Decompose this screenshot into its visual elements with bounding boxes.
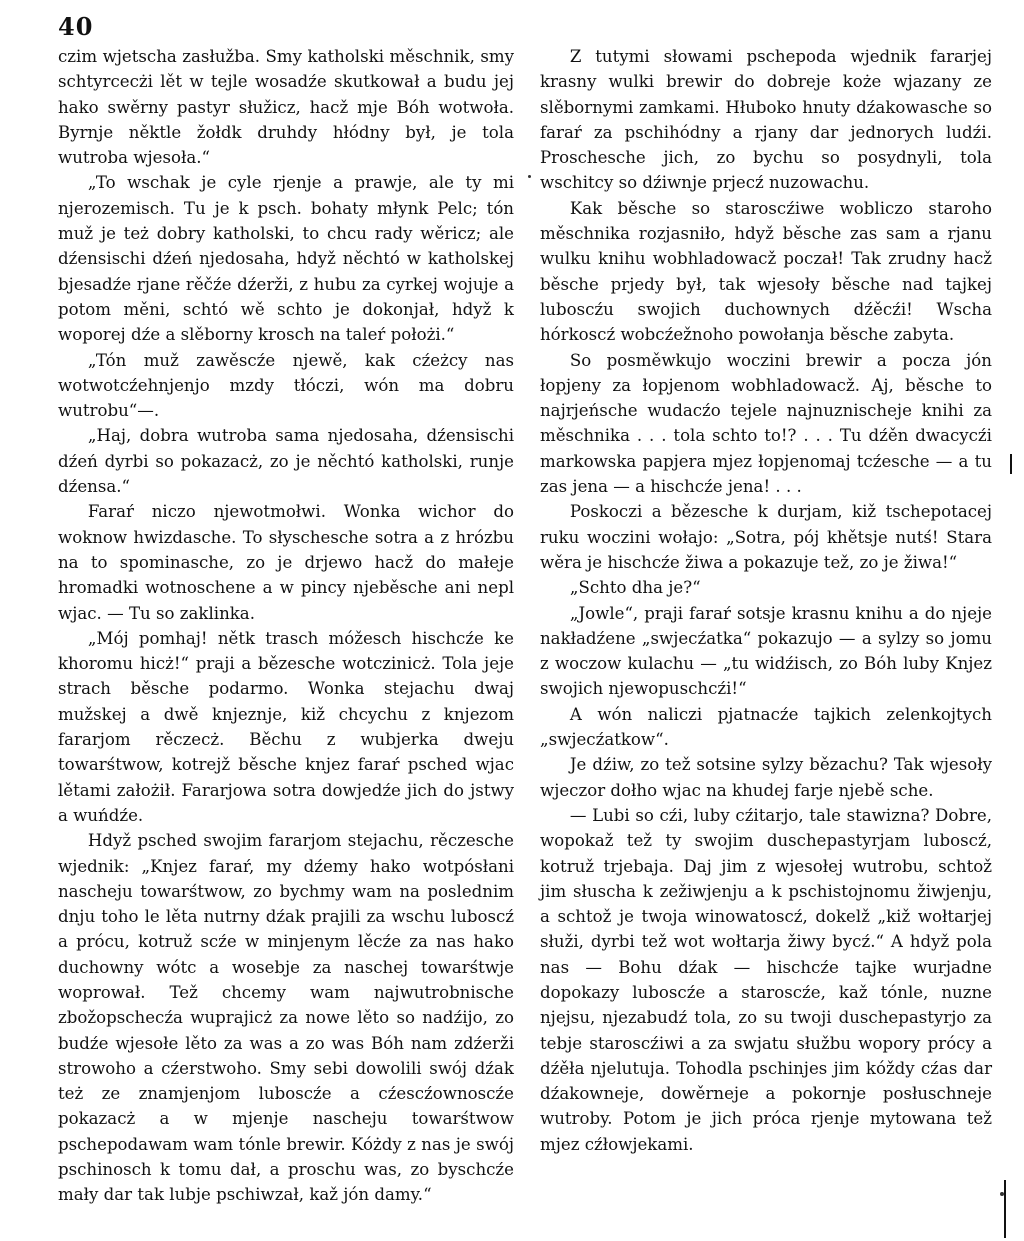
paragraph: „Schto dha je?“	[569, 578, 701, 598]
paragraph: Z tutymi słowami pschepoda wjednik fararjej krasny wulki brewir do dobreje koże wjazany ze slěbornymi zamkami. Hłuboko hnuty dźakowasche so faraŕ za pschihódny a rjany dar jednorych ludźi. Proschesche jich, zo bychu so posydnyli, tola wschitcy so dźiwnje prjecź nuzowachu.	[540, 47, 992, 193]
paragraph: Faraŕ niczo njewotmołwi. Wonka wichor do woknow hwizdasche. To słyschesche sotra a z hrózbu na to spominasche, zo je drjewo hacž do małeje hromadki wotnoschene a w pincy njeběsche ani nepl wjac. — Tu so zaklinka.	[58, 502, 514, 623]
paragraph: „Mój pomhaj! nětk trasch móžesch hischcźe ke khoromu hicż!“ praji a bězesche wotczinicż. Tola jeje strach běsche podarmo. Wonka stejachu dwaj mužskej a dwě knjeznje, kiž chcychu z knjezom fararjom rěczecż. Běchu z wubjerka dweju towarśtwow, kotrejž běsche knjez faraŕ psched wjac lětami założił. Fararjowa sotra dowjedźe jich do jstwy a wuńdźe.	[58, 628, 514, 825]
margin-mark	[1004, 1180, 1006, 1238]
paragraph: czim wjetscha zasłužba. Smy katholski měschnik, smy schtyrcecżi lět w tejle wosadźe skutkował a budu jej hako swěrny pastyr słužicz, hacž mje Bóh wotwoła. Byrnje něktle žołdk druhdy hłódny był, je tola wutroba wjesoła.“	[58, 47, 514, 168]
paragraph: „Haj, dobra wutroba sama njedosaha, dźensischi dźeń dyrbi so pokazacż, zo je něchtó katholski, runje dźensa.“	[58, 426, 514, 497]
ink-spot	[528, 175, 531, 178]
margin-mark	[1010, 454, 1012, 474]
right-column	[540, 44, 992, 1157]
page-number: 40	[58, 12, 94, 41]
paragraph: „Jowle“, praji faraŕ sotsje krasnu knihu a do njeje nakładźene „swjecźatka“ pokazujo — a sylzy so jomu z woczow kulachu — „tu widźisch, zo Bóh luby Knjez swojich njewopuschcźi!“	[540, 603, 992, 699]
paragraph: A wón naliczi pjatnacźe tajkich zelenkojtych „swjecźatkow“.	[540, 704, 992, 750]
ink-spot	[1000, 1192, 1004, 1196]
paragraph: Je dźiw, zo tež sotsine sylzy bězachu? Tak wjesoły wjeczor dołho wjac na khudej farje njebě sche.	[540, 755, 992, 800]
paragraph: Hdyž psched swojim fararjom stejachu, rěczesche wjednik: „Knjez faraŕ, my dźemy hako wotpósłani nascheju towarśtwow, zo bychmy wam na poslednim dnju toho le lěta nutrny dźak prajili za wschu luboscź a prócu, kotruž scźe w minjenym lěcźe za nas hako duchowny wótc a wosebje za naschej towarśtwje woprował. Tež chcemy wam najwutrobnische zbožopschecźa wuprajicż za nowe lěto so nadźijo, zo budźe wjesołe lěto za was a zo was Bóh nam zdźerži strowoho a cźerstwoho. Smy sebi dowolili swój dźak też ze znamjenjom luboscźe a cźescźownoscźe pokazacż a w mjenje nascheju towarśtwow pschepodawam wam tónle brewir. Kóżdy z nas je swój pschinosch k tomu dał, a proschu was, zo byschcźe mały dar tak lubje pschiwzał, kaž jón damy.“	[58, 831, 514, 1205]
paragraph: — Lubi so cźi, luby cźitarjo, tale stawizna? Dobre, wopokaž tež ty swojim duschepastyrjam luboscź, kotruž trjebaja. Daj jim z wjesołej wutrobu, schtož jim słuscha k zežiwjenju a k pschistojnomu žiwjenju, a schtož je twoja winowatoscź, dokelž „kiž wołtarjej słuži, dyrbi tež wot wołtarja žiwy bycź.“ A hdyž pola nas — Bohu dźak — hischcźe tajke wurjadne dopokazy luboscźe a staroscźe, kaž tónle, nuzne njejsu, njezabudź tola, zo su twoji duschepastyrjo za tebje staroscźiwi a za swjatu słužbu wopory prócy a dźěła njelutuja. Tohodla pschinjes jim kóždy cźas dar dźakowneje, dowěrneje a pokornje posłuschneje wutroby. Potom je jich próca rjenje mytowana tež mjez cźłowjekami.	[540, 805, 992, 1154]
paragraph: Poskoczi a bězesche k durjam, kiž tschepotacej ruku woczini wołajo: „Sotra, pój khětsje nutś! Stara wěra je hischcźe žiwa a pokazuje tež, zo je žiwa!“	[540, 502, 992, 572]
paragraph: Kak běsche so staroscźiwe wobliczo staroho měschnika rozjasniło, hdyž běsche zas sam a rjanu wulku knihu wobhladowacž poczał! Tak zrudny hacž běsche prjedy był, tak wjesoły běsche nad tajkej luboscźu swojich duchownych dźěcźi! Wscha hórkoscź wobcźežnoho powołanja běsche zabyta.	[540, 198, 992, 345]
paragraph: „Tón muž zawěscźe njewě, kak cźeżcy nas wotwotcźehnjenjo mzdy tłóczi, wón ma dobru wutrobu“—.	[58, 350, 514, 421]
paragraph: So posměwkujo woczini brewir a pocza jón łopjeny za łopjenom wobhladowacž. Aj, běsche to najrjeńsche wudacźo tejele najnuznischeje knihi za měschnika . . . tola schto to!? . . . Tu dźěn dwacycźi markowska papjera mjez łopjenomaj tcźesche — a tu zas jena — a hischcźe jena! . . .	[540, 350, 992, 497]
left-column	[58, 44, 514, 1208]
paragraph: „To wschak je cyle rjenje a prawje, ale ty mi njerozemisch. Tu je k psch. bohaty młynk Pelc; tón muž je też dobry katholski, to chcu rady wěricz; ale dźensischi dźeń njedosaha, hdyž něchtó w katholskej bjesadźe rjane rěčźe dźerži, z hubu za cyrkej wojuje a potom měni, schtó wě schto je dokonjał, hdyž k woporej dźe a slěborny krosch na taleŕ położi.“	[58, 173, 514, 345]
